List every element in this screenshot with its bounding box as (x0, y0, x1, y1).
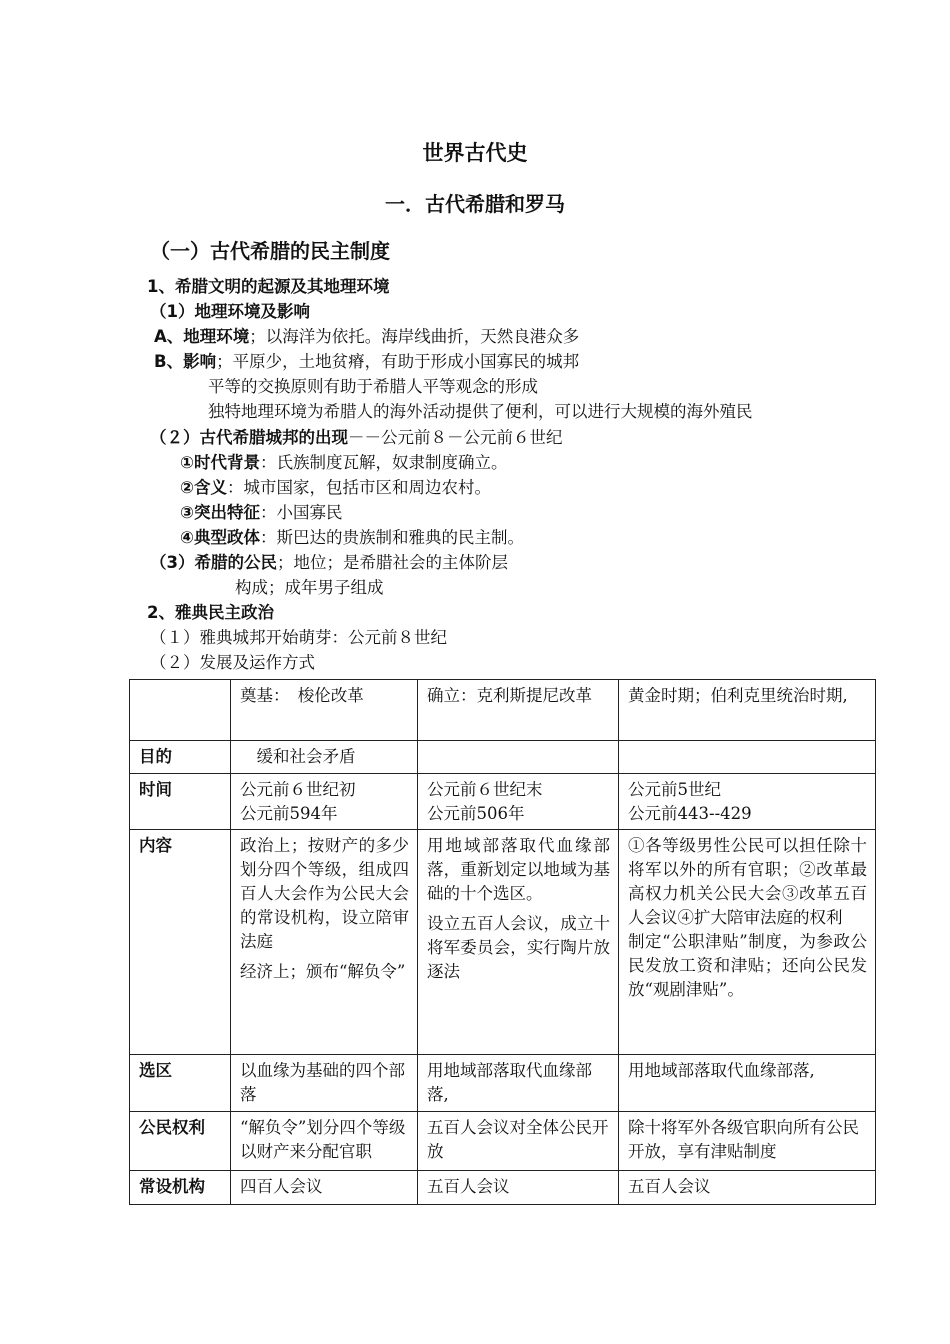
athens-line-1: （１）雅典城邦开始萌芽：公元前８世纪 (150, 628, 447, 647)
table-row (130, 774, 876, 830)
table-cell (619, 741, 876, 774)
header-cleisthenes: 确立：克利斯提尼改革 (418, 680, 619, 741)
row-label: 时间 (130, 774, 231, 830)
table-cell: 五百人会议对全体公民开放 (418, 1112, 619, 1171)
table-row (130, 1112, 876, 1171)
table-cell: 缓和社会矛盾 (231, 741, 418, 774)
citizen-line (150, 553, 508, 573)
item-label: ①时代背景 (180, 453, 260, 472)
content-councils: 设立五百人会议，成立十将军委员会，实行陶片放逐法 (427, 914, 610, 981)
item-label: ③突出特征 (180, 503, 260, 522)
content-economy: 经济上；颁布“解负令” (240, 962, 406, 981)
table-cell: 公元前5世纪 公元前443--429 (619, 774, 876, 830)
table-cell: 四百人会议 (231, 1171, 418, 1205)
geography-text: ；以海洋为依托。海岸线曲折，天然良港众多 (249, 327, 580, 346)
section-title: 一．古代希腊和罗马 (385, 192, 565, 216)
table-cell: 公元前６世纪末 公元前506年 (418, 774, 619, 830)
header-pericles: 黄金时期；伯利克里统治时期, (619, 680, 876, 741)
table-cell (619, 830, 876, 1055)
city-state-item-1 (180, 453, 507, 473)
document-title: 世界古代史 (422, 141, 528, 165)
citizen-line-2: 构成；成年男子组成 (235, 578, 384, 597)
table-corner-cell (130, 680, 231, 741)
row-label: 公民权利 (130, 1112, 231, 1171)
influence-text: ；平原少，土地贫瘠，有助于形成小国寡民的城邦 (216, 352, 580, 371)
table-row (130, 830, 876, 1055)
content-reforms: ①各等级男性公民可以担任除十将军以外的所有官职；②改革最高权力机关公民大会③改革五百人会议④扩大陪审法庭的权利 (628, 836, 867, 927)
table-cell: 以血缘为基础的四个部落 (231, 1055, 418, 1112)
influence-line-2: 平等的交换原则有助于希腊人平等观念的形成 (208, 377, 538, 396)
table-cell (231, 830, 418, 1055)
table-row (130, 1171, 876, 1205)
item-text: ：小国寡民 (259, 503, 343, 522)
athens-line-2: （２）发展及运作方式 (150, 653, 315, 672)
row-label: 选区 (130, 1055, 231, 1112)
table-cell: 用地域部落取代血缘部落, (619, 1055, 876, 1112)
athens-democracy-table (129, 679, 876, 1205)
item-label: ②含义 (180, 478, 227, 497)
table-header-row (130, 680, 876, 741)
item-text: ：斯巴达的贵族制和雅典的民主制。 (259, 528, 524, 547)
item-text: ：氏族制度瓦解，奴隶制度确立。 (259, 453, 508, 472)
city-state-period: －－公元前８－公元前６世纪 (348, 428, 563, 447)
row-label: 常设机构 (130, 1171, 231, 1205)
influence-label: B、影响 (154, 352, 217, 371)
item-label: ④典型政体 (180, 528, 260, 547)
table-cell: 除十将军外各级官职向所有公民开放，享有津贴制度 (619, 1112, 876, 1171)
heading-geography: （1）地理环境及影响 (150, 302, 310, 321)
city-state-heading: （２）古代希腊城邦的出现 (150, 428, 348, 447)
table-cell: 公元前６世纪初 公元前594年 (231, 774, 418, 830)
city-state-item-2 (180, 478, 491, 498)
city-state-item-3 (180, 503, 342, 523)
table-cell: 五百人会议 (619, 1171, 876, 1205)
content-allowance: 制定“公职津贴”制度，为参政公民发放工资和津贴；还向公民发放“观剧津贴”。 (628, 932, 867, 999)
table-row (130, 741, 876, 774)
heading-athens-democracy: 2、雅典民主政治 (147, 603, 274, 622)
item-text: ：城市国家，包括市区和周边农村。 (226, 478, 491, 497)
table-row (130, 1055, 876, 1112)
city-state-item-4 (180, 528, 524, 548)
table-cell: 五百人会议 (418, 1171, 619, 1205)
geography-line (154, 327, 579, 347)
influence-line-3: 独特地理环境为希腊人的海外活动提供了便利，可以进行大规模的海外殖民 (208, 402, 753, 421)
geography-label: A、地理环境 (154, 327, 250, 346)
row-label: 目的 (130, 741, 231, 774)
subsection-title: （一）古代希腊的民主制度 (150, 239, 390, 263)
content-districts: 用地域部落取代血缘部落，重新划定以地域为基础的十个选区。 (427, 836, 610, 903)
influence-line (154, 352, 579, 372)
table-cell: “解负令”划分四个等级以财产来分配官职 (231, 1112, 418, 1171)
table-cell (418, 741, 619, 774)
citizen-text: ；地位；是希腊社会的主体阶层 (276, 553, 508, 572)
heading-greek-origin: 1、希腊文明的起源及其地理环境 (147, 277, 390, 296)
header-solon: 奠基： 梭伦改革 (231, 680, 418, 741)
content-politics: 政治上；按财产的多少划分四个等级，组成四百人大会作为公民大会的常设机构，设立陪审法庭 (240, 836, 409, 951)
table-cell: 用地域部落取代血缘部落, (418, 1055, 619, 1112)
citizen-label: （3）希腊的公民 (150, 553, 277, 572)
row-label: 内容 (130, 830, 231, 1055)
city-state-line (150, 428, 563, 448)
table-cell (418, 830, 619, 1055)
